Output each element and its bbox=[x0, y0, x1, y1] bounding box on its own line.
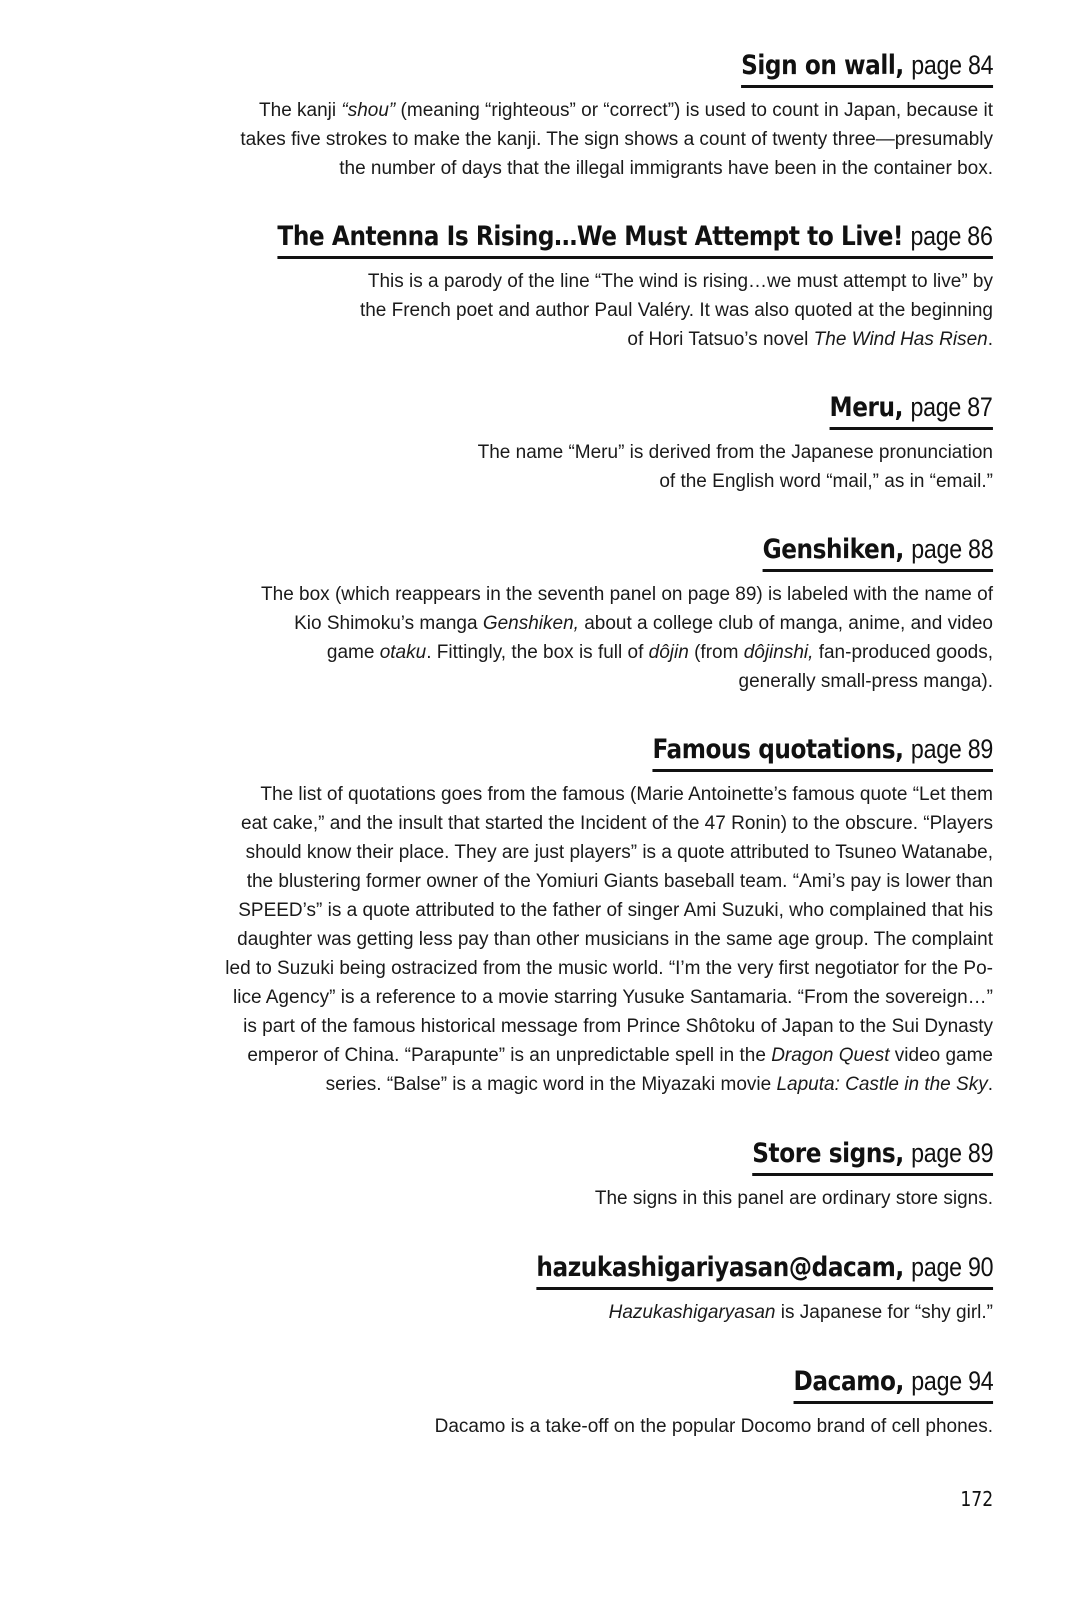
entry-term: hazukashigariyasan@dacam, bbox=[536, 1252, 904, 1283]
entry-term: Meru, bbox=[829, 392, 904, 423]
entry-term: Famous quotations, bbox=[652, 734, 904, 765]
entry-body bbox=[240, 96, 993, 183]
entry-term: Sign on wall, bbox=[740, 50, 904, 81]
entry-body bbox=[595, 1184, 993, 1213]
entry-body bbox=[462, 1298, 993, 1327]
entry-heading bbox=[741, 48, 993, 88]
body-line: eat cake,” and the insult that started the Incident of the 47 Ronin) to the obscure. “Players bbox=[241, 813, 993, 834]
entry-heading bbox=[830, 390, 993, 430]
body-line: series. “Balse” is a magic word in the Miyazaki movie Laputa: Castle in the Sky. bbox=[325, 1074, 993, 1095]
entry-heading bbox=[536, 1250, 993, 1290]
entry-body bbox=[225, 780, 993, 1099]
entry-antenna-is-rising bbox=[161, 219, 993, 354]
body-line: should know their place. They are just players” is a quote attributed to Tsuneo Watanabe, bbox=[245, 842, 993, 863]
italic-term: otaku bbox=[379, 642, 427, 663]
body-line: The signs in this panel are ordinary store signs. bbox=[594, 1188, 993, 1209]
body-line: The kanji “shou” (meaning “righteous” or “correct”) is used to count in Japan, because it bbox=[259, 100, 993, 121]
entry-heading bbox=[793, 1364, 993, 1404]
entry-famous-quotations bbox=[225, 732, 993, 1099]
entry-page-ref: page 88 bbox=[910, 534, 993, 564]
entry-body bbox=[261, 580, 993, 696]
entry-page-ref: page 94 bbox=[910, 1366, 993, 1396]
body-line: the number of days that the illegal immigrants have been in the container box. bbox=[339, 158, 993, 179]
entry-heading bbox=[278, 219, 993, 259]
body-line: the French poet and author Paul Valéry. It was also quoted at the beginning bbox=[359, 300, 993, 321]
body-line: the blustering former owner of the Yomiuri Giants baseball team. “Ami’s pay is lower than bbox=[246, 871, 993, 892]
body-line: of the English word “mail,” as in “email.” bbox=[659, 471, 993, 492]
body-line: lice Agency” is a reference to a movie starring Yusuke Santamaria. “From the sovereign…” bbox=[233, 987, 993, 1008]
entry-page-ref: page 87 bbox=[910, 392, 993, 422]
entry-page-ref: page 90 bbox=[910, 1252, 993, 1282]
body-line: The box (which reappears in the seventh panel on page 89) is labeled with the name of bbox=[261, 584, 993, 605]
entry-genshiken bbox=[261, 532, 993, 696]
entry-heading bbox=[652, 732, 993, 772]
body-line: The list of quotations goes from the famous (Marie Antoinette’s famous quote “Let them bbox=[260, 784, 993, 805]
body-line: is part of the famous historical message from Prince Shôtoku of Japan to the Sui Dynasty bbox=[243, 1016, 993, 1037]
body-line: game otaku. Fittingly, the box is full of dôjin (from dôjinshi, fan-produced goods, bbox=[326, 642, 993, 663]
entry-body bbox=[161, 267, 993, 354]
body-line: Kio Shimoku’s manga Genshiken, about a college club of manga, anime, and video bbox=[294, 613, 993, 634]
entry-page-ref: page 86 bbox=[910, 221, 993, 251]
entry-body bbox=[435, 1412, 993, 1441]
entry-term: Genshiken, bbox=[762, 534, 904, 565]
entry-store-signs bbox=[595, 1136, 993, 1213]
entry-term: Store signs, bbox=[751, 1138, 904, 1169]
entry-page-ref: page 89 bbox=[910, 734, 993, 764]
body-line: Dacamo is a take-off on the popular Docomo brand of cell phones. bbox=[434, 1416, 993, 1437]
italic-term: dôjinshi, bbox=[743, 642, 814, 663]
italic-term: Genshiken, bbox=[482, 613, 579, 634]
italic-term: Hazukashigaryasan bbox=[608, 1302, 776, 1323]
italic-term: Dragon Quest bbox=[771, 1045, 890, 1066]
entry-heading bbox=[752, 1136, 993, 1176]
italic-term: “shou” bbox=[341, 100, 396, 121]
body-line: generally small-press manga). bbox=[738, 671, 993, 692]
body-line: This is a parody of the line “The wind is rising…we must attempt to live” by bbox=[367, 271, 993, 292]
body-line: Hazukashigaryasan is Japanese for “shy girl.” bbox=[608, 1302, 993, 1323]
body-line: takes five strokes to make the kanji. The sign shows a count of twenty three—presumably bbox=[240, 129, 993, 150]
entry-body bbox=[478, 438, 993, 496]
italic-term: The Wind Has Risen bbox=[813, 329, 988, 350]
entry-term: Dacamo, bbox=[793, 1366, 904, 1397]
entry-sign-on-wall bbox=[240, 48, 993, 183]
italic-term: Laputa: Castle in the Sky bbox=[776, 1074, 988, 1095]
entry-page-ref: page 84 bbox=[910, 50, 993, 80]
entry-page-ref: page 89 bbox=[910, 1138, 993, 1168]
entry-hazukashigariyasan bbox=[462, 1250, 993, 1327]
body-line: daughter was getting less pay than other musicians in the same age group. The complaint bbox=[237, 929, 993, 950]
entry-dacamo bbox=[435, 1364, 993, 1441]
body-line: emperor of China. “Parapunte” is an unpredictable spell in the Dragon Quest video game bbox=[247, 1045, 993, 1066]
body-line: The name “Meru” is derived from the Japanese pronunciation bbox=[477, 442, 993, 463]
body-line: led to Suzuki being ostracized from the music world. “I’m the very first negotiator for the Po- bbox=[225, 958, 993, 979]
italic-term: dôjin bbox=[648, 642, 689, 663]
entry-meru bbox=[478, 390, 993, 496]
body-line: SPEED’s” is a quote attributed to the father of singer Ami Suzuki, who complained that his bbox=[238, 900, 993, 921]
entry-heading bbox=[762, 532, 993, 572]
page-number: 172 bbox=[960, 1487, 993, 1511]
entry-term: The Antenna Is Rising…We Must Attempt to Live! bbox=[277, 221, 904, 252]
body-line: of Hori Tatsuo’s novel The Wind Has Risen. bbox=[627, 329, 993, 350]
